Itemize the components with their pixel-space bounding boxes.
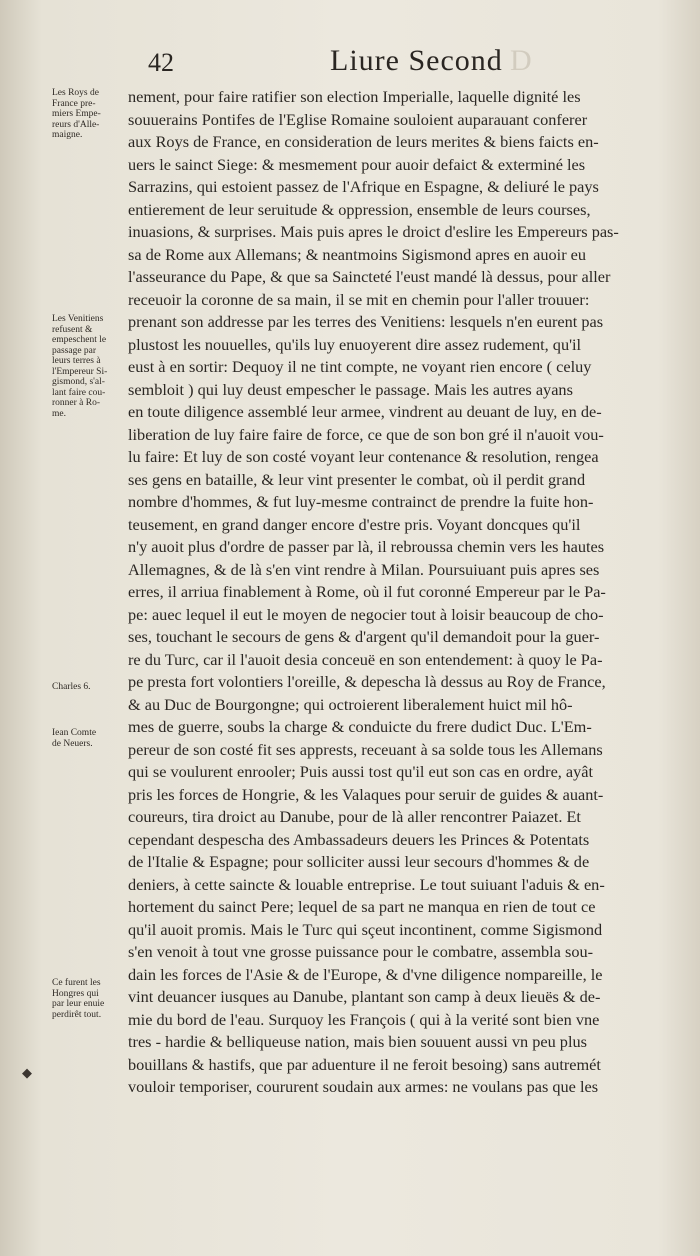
text-line: pe presta fort volontiers l'oreille, & depescha là dessus au Roy de France, [128,672,606,691]
margin-note-line: me. [52,408,66,419]
text-line: aux Roys de France, en consideration de leurs merites & biens faicts en- [128,132,599,151]
text-line: de l'Italie & Espagne; pour solliciter aussi leur secours d'hommes & de [128,852,590,871]
margin-note-line: leurs terres à [52,356,101,366]
margin-note-line: passage par [52,345,97,356]
text-line: sa de Rome aux Allemans; & neantmoins Sigismond apres en auoir eu [128,244,587,264]
text-line: receuoir la coronne de sa main, il se mit en chemin pour l'aller trouuer: [128,289,590,309]
text-line: plustost les nouuelles, qu'ils luy enuoyerent dire assez rudement, qu'il [128,334,582,354]
text-line: vouloir temporiser, coururent soudain aux armes: ne voulans pas que les [128,1077,599,1096]
text-line: n'y auoit plus d'ordre de passer par là, il rebroussa chemin vers les hautes [128,537,605,556]
text-line: prenant son addresse par les terres des Venitiens: lesquels n'en eurent pas [128,312,604,331]
margin-note-line: de Neuers. [52,738,93,749]
text-line: souuerains Pontifes de l'Eglise Romaine souloient auparauant conferer [128,109,588,129]
text-line: qu'il auoit promis. Mais le Turc qui sçeut incontinent, comme Sigismond [128,919,603,939]
margin-note-line: perdirêt tout. [52,1009,102,1020]
text-line: bouillans & hastifs, que par aduenture il ne feroit besoing) sans autremét [128,1054,601,1074]
margin-note-line: reurs d'Alle- [52,119,100,130]
text-line: vint deuancer iusques au Danube, plantant son camp à deux lieuës & de- [128,987,601,1006]
margin-note-charles [52,682,147,693]
text-line: en toute diligence assemblé leur armee, vindrent au deuant de luy, en de- [128,402,602,421]
text-line: teusement, en grand danger encore d'estre pris. Voyant doncques qu'il [128,514,581,534]
text-line: hortement du sainct Pere; lequel de sa part ne manqua en rien de tout ce [128,897,596,916]
running-title: Liure Second [330,44,503,77]
margin-note-line: empeschent le [52,335,107,345]
margin-note-line: Iean Comte [52,728,97,738]
text-line: eust à en sortir: Dequoy il ne tint compte, ne voyant rien encore ( celuy [128,357,592,376]
text-line: pe: auec lequel il eut le moyen de negocier tout à loisir beaucoup de cho- [128,604,604,624]
text-line: pris les forces de Hongrie, & les Valaques pour seruir de guides & auant- [128,784,604,804]
text-line: nement, pour faire ratifier son election Imperialle, laquelle dignité les [128,87,581,106]
margin-note-line: Hongres qui [52,988,99,999]
margin-note-line: Ce furent les [52,978,101,988]
text-line: ses gens en bataille, & leur vint presenter le combat, où il perdit grand [128,469,586,489]
text-line: lu faire: Et luy de son costé voyant leur contenance & resolution, rengea [128,447,599,466]
margin-note-line: par leur enuie [52,999,105,1009]
text-line: Allemagnes, & de là s'en vint rendre à Milan. Poursuiuant puis apres ses [128,559,600,579]
page-number: 42 [148,48,174,77]
text-line: ses, touchant le secours de gens & d'argent qu'il demandoit pour la guer- [128,627,600,646]
text-line: pereur de son costé fit ses apprests, receuant à sa solde tous les Allemans [128,739,603,759]
text-line: tres - hardie & belliqueuse nation, mais bien souuent aussi vn peu plus [128,1032,587,1051]
text-line: l'asseurance du Pape, & que sa Saincteté l'eust mandé là dessus, pour aller [128,267,611,286]
margin-note-line: Charles 6. [52,682,91,692]
margin-note-line: maigne. [52,130,83,140]
text-line: re du Turc, car il l'auoit desia conceuë en son entendement: à quoy le Pa- [128,649,603,669]
text-line: erres, il arriua finablement à Rome, où il fut coronné Empereur par le Pa- [128,582,606,601]
text-line: mie du bord de l'eau. Surquoy les François ( qui à la verité sont bien vne [128,1009,600,1029]
text-line: s'en venoit à tout vne grosse puissance pour le combatre, assembla sou- [128,942,594,961]
margin-note-line: ronner à Ro- [52,398,101,408]
margin-note-line: miers Empe- [52,109,101,119]
text-line: qui se voulurent enrooler; Puis aussi tost qu'il eut son cas en ordre, ayât [128,762,594,781]
margin-note-line: gismond, s'al- [52,377,105,387]
text-line: deniers, à cette saincte & louable entreprise. Le tout suiuant l'aduis & en- [128,874,605,894]
text-line: uers le sainct Siege: & mesmement pour auoir defaict & exterminé les [128,154,586,174]
margin-note-line: l'Empereur Si- [52,366,108,377]
bleed-through-text: D [510,44,532,77]
text-line: inuasions, & surprises. Mais puis apres le droict d'eslire les Empereurs pas- [128,222,619,241]
margin-note-roys [52,88,147,141]
margin-note-venitiens [52,314,147,419]
margin-note-line: lant faire cou- [52,387,106,398]
margin-note-line: France pre- [52,98,96,109]
text-line: Sarrazins, qui estoient passez de l'Afrique en Espagne, & deliuré le pays [128,177,599,196]
text-line: cependant despescha des Ambassadeurs deuers les Princes & Potentats [128,829,590,849]
margin-note-line: Les Venitiens [52,314,104,324]
margin-note-iean [52,728,147,749]
text-line: dain les forces de l'Asie & de l'Europe, & d'vne diligence nompareille, le [128,964,603,984]
main-text-block [128,86,668,1099]
text-line: & au Duc de Bourgongne; qui octroierent liberalement huict mil hô- [128,694,573,714]
ink-blot-icon: ◆ [22,1066,32,1081]
page-header [0,44,700,84]
text-line: sembloit ) qui luy deust empescher le passage. Mais les autres ayans [128,379,573,399]
text-line: entierement de leur seruitude & oppression, ensemble de leurs courses, [128,199,591,219]
text-line: liberation de luy faire faire de force, ce que de son bon gré il n'auoit vou- [128,424,604,444]
text-line: mes de guerre, soubs la charge & conduicte du frere dudict Duc. L'Em- [128,717,592,736]
margin-note-line: refusent & [52,324,93,335]
text-line: coureurs, tira droict au Danube, pour de là aller rencontrer Paiazet. Et [128,807,581,826]
text-line: nombre d'hommes, & fut luy-mesme contrainct de prendre la fuite hon- [128,492,594,511]
margin-note-hongres [52,978,147,1020]
margin-note-line: Les Roys de [52,88,99,98]
